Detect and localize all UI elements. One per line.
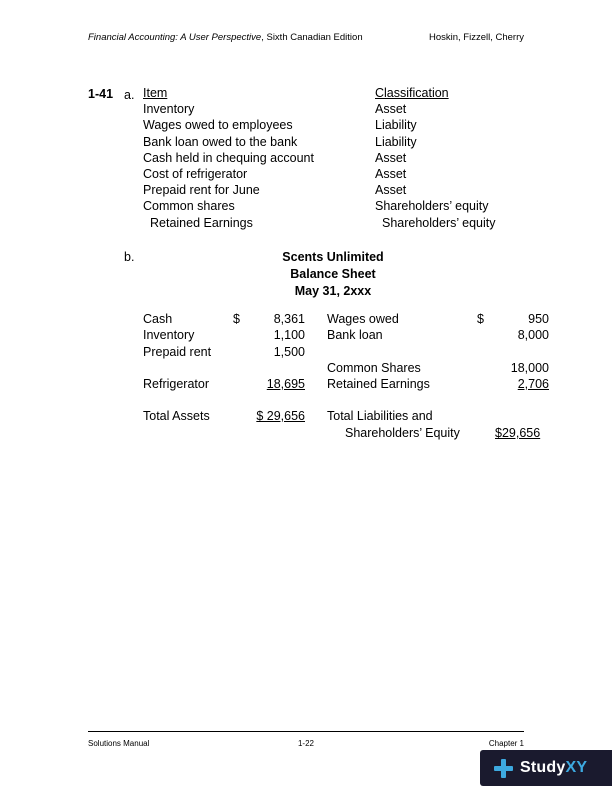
total-liabilities-equity-label: [327, 409, 549, 423]
classification-cell: Asset: [375, 166, 407, 181]
item-cell: Bank loan owed to the bank: [143, 134, 298, 149]
asset-currency: $: [233, 312, 240, 326]
balance-sheet-date: May 31, 2xxx: [294, 284, 372, 298]
item-cell: Retained Earnings: [150, 215, 253, 230]
table-row: [143, 118, 572, 134]
table-row: [143, 102, 572, 118]
column-header-item: Item: [143, 86, 168, 100]
table-row: [143, 199, 572, 215]
classification-table: [143, 86, 572, 232]
asset-label: Refrigerator: [143, 376, 209, 391]
balance-sheet-row: [143, 345, 549, 361]
asset-label: Cash: [143, 312, 173, 326]
totals-row: [143, 426, 567, 443]
table-row: [143, 216, 572, 232]
totals-row: [143, 409, 567, 426]
item-cell: Common shares: [143, 199, 235, 214]
asset-amount: 18,695: [266, 376, 305, 391]
asset-label: Prepaid rent: [143, 344, 212, 359]
total-liabilities-equity-line2: Shareholders’ Equity: [345, 426, 460, 440]
question-number: 1-41: [88, 87, 114, 101]
table-row: [143, 151, 572, 167]
balance-sheet-row: [143, 328, 549, 344]
liability-currency: $: [477, 312, 484, 326]
equity-label: Common Shares: [327, 360, 421, 375]
question-part-a-label: a.: [124, 88, 135, 102]
asset-label: Inventory: [143, 328, 195, 343]
balance-sheet-spacer-row: [143, 360, 549, 375]
header-authors: Hoskin, Fizzell, Cherry: [428, 32, 524, 43]
item-cell: Prepaid rent for June: [143, 183, 260, 198]
liability-amount: 950: [528, 312, 549, 326]
classification-cell: Liability: [375, 118, 417, 133]
asset-amount: 8,361: [273, 312, 305, 326]
balance-sheet-title: [143, 249, 523, 300]
footer-page-number: 1-22: [297, 739, 314, 748]
item-cell: Wages owed to employees: [143, 118, 293, 133]
table-row: [143, 183, 572, 199]
question-part-b-label: b.: [124, 250, 135, 264]
balance-sheet-company: Scents Unlimited: [282, 250, 384, 264]
balance-sheet-body: [143, 312, 549, 393]
page-header: [88, 32, 524, 43]
footer-right: Chapter 1: [488, 739, 524, 748]
classification-cell: Liability: [375, 134, 417, 149]
liability-label: Wages owed: [327, 312, 399, 326]
column-header-classification: Classification: [375, 86, 449, 100]
total-liabilities-equity-line1: Total Liabilities and: [327, 409, 433, 423]
classification-cell: Shareholders’ equity: [382, 215, 496, 230]
total-liabilities-equity-amount: $29,656: [495, 426, 541, 440]
footer-divider: [88, 731, 524, 732]
liability-label: Bank loan: [327, 328, 383, 343]
balance-sheet-totals: [143, 409, 567, 443]
footer-left: Solutions Manual: [88, 739, 150, 748]
table-row: [143, 167, 572, 183]
plus-icon: [494, 759, 513, 778]
item-cell: Cost of refrigerator: [143, 166, 248, 181]
table-header-row: [143, 86, 572, 102]
item-cell: Inventory: [143, 102, 195, 117]
balance-sheet-row: [143, 377, 549, 393]
liability-amount: 8,000: [517, 328, 549, 343]
watermark-label: [520, 759, 587, 777]
equity-label: Retained Earnings: [327, 376, 430, 391]
total-assets-label: Total Assets: [143, 409, 210, 423]
studyxy-watermark[interactable]: [480, 750, 612, 786]
classification-cell: Asset: [375, 150, 407, 165]
item-cell: Cash held in chequing account: [143, 150, 314, 165]
balance-sheet-statement: Balance Sheet: [290, 267, 376, 281]
watermark-label-main: Study: [520, 759, 566, 776]
balance-sheet-row: [143, 312, 549, 328]
total-assets-amount: $ 29,656: [256, 409, 305, 423]
asset-amount: 1,500: [273, 344, 305, 359]
watermark-label-accent: XY: [565, 759, 588, 776]
header-book-title-italic: Financial Accounting: A User Perspective: [88, 32, 262, 43]
table-row: [143, 135, 572, 151]
classification-cell: Asset: [375, 183, 407, 198]
asset-amount: 1,100: [273, 328, 305, 343]
classification-cell: Shareholders’ equity: [375, 199, 489, 214]
header-book-edition: , Sixth Canadian Edition: [261, 32, 363, 43]
equity-amount: 2,706: [517, 376, 549, 391]
equity-amount: 18,000: [510, 360, 549, 375]
classification-cell: Asset: [375, 102, 407, 117]
header-book-title: [88, 32, 363, 43]
